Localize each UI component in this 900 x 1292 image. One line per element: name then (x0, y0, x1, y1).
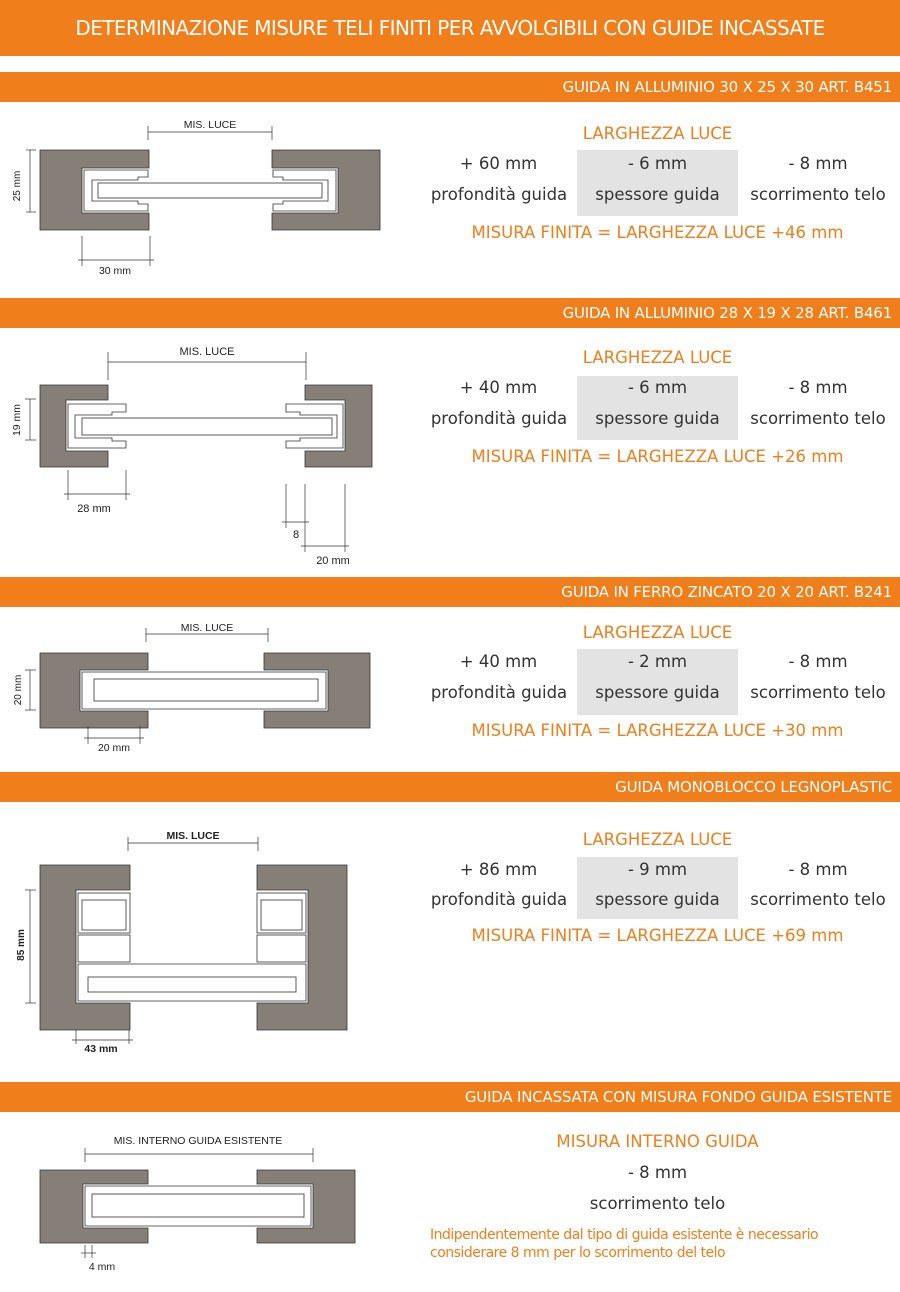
thickness-value: - 6 mm (627, 378, 688, 397)
dim-luce-label: MIS. LUCE (179, 346, 235, 358)
section-heading: MISURA INTERNO GUIDA (556, 1132, 759, 1151)
sliding-label: scorrimento telo (750, 185, 886, 204)
info-note: Indipendentemente dal tipo di guida esistente è necessario considerare 8 mm per lo scorrimento del telo (430, 1227, 819, 1261)
sliding-label: scorrimento telo (589, 1194, 726, 1213)
thickness-value: - 6 mm (627, 154, 688, 173)
section-heading: LARGHEZZA LUCE (582, 830, 733, 849)
dim-luce-label: MIS. LUCE (166, 830, 220, 842)
dim-depth-label: 43 mm (84, 1043, 118, 1055)
sliding-value: - 8 mm (627, 1163, 688, 1182)
dim-gap-label: 8 (292, 529, 300, 541)
section-heading: LARGHEZZA LUCE (582, 124, 733, 143)
dim-depth-label: 30 mm (98, 265, 132, 277)
dim-height-label: 19 mm (11, 403, 23, 437)
depth-value: + 60 mm (459, 154, 538, 173)
thickness-label: spessore guida (595, 683, 720, 702)
dim-height-label: 20 mm (13, 674, 24, 706)
thickness-label: spessore guida (595, 890, 720, 909)
dim-luce-label: MIS. LUCE (180, 622, 234, 634)
depth-value: + 86 mm (459, 860, 538, 879)
sliding-label: scorrimento telo (750, 409, 886, 428)
sliding-value: - 8 mm (788, 652, 848, 671)
dim-height-label: 85 mm (16, 929, 27, 961)
thickness-label: spessore guida (595, 185, 720, 204)
thickness-value: - 9 mm (627, 860, 688, 879)
section-heading: LARGHEZZA LUCE (582, 348, 733, 367)
depth-label: profondità guida (430, 409, 568, 428)
result-formula: MISURA FINITA = LARGHEZZA LUCE +30 mm (471, 721, 844, 740)
section-bar-b241: GUIDA IN FERRO ZINCATO 20 X 20 ART. B241 (0, 577, 900, 607)
dim-gap-label: 4 mm (88, 1261, 116, 1273)
dim-height-label: 25 mm (12, 170, 23, 202)
diagram-existing-guide (0, 0, 420, 1290)
dim-luce-label: MIS. INTERNO GUIDA ESISTENTE (113, 1135, 283, 1147)
section-heading: LARGHEZZA LUCE (582, 623, 733, 642)
thickness-label: spessore guida (595, 409, 720, 428)
sliding-label: scorrimento telo (750, 683, 886, 702)
depth-value: + 40 mm (459, 652, 538, 671)
result-formula: MISURA FINITA = LARGHEZZA LUCE +26 mm (471, 447, 844, 466)
sliding-value: - 8 mm (788, 378, 848, 397)
dim-luce-label: MIS. LUCE (183, 119, 237, 131)
depth-value: + 40 mm (459, 378, 538, 397)
dim-depth-label: 20 mm (97, 742, 131, 754)
sliding-value: - 8 mm (788, 860, 848, 879)
depth-label: profondità guida (430, 890, 568, 909)
section-bar-b461: GUIDA IN ALLUMINIO 28 X 19 X 28 ART. B461 (0, 298, 900, 328)
dim-depth-label: 28 mm (77, 503, 111, 515)
section-bar-existing-guide: GUIDA INCASSATA CON MISURA FONDO GUIDA ESISTENTE (0, 1082, 900, 1112)
sliding-value: - 8 mm (788, 154, 848, 173)
sliding-label: scorrimento telo (750, 890, 886, 909)
section-bar-legnoplastic: GUIDA MONOBLOCCO LEGNOPLASTIC (0, 772, 900, 802)
result-formula: MISURA FINITA = LARGHEZZA LUCE +69 mm (471, 926, 844, 945)
section-bar-b451: GUIDA IN ALLUMINIO 30 X 25 X 30 ART. B451 (0, 72, 900, 102)
shutter-slat (92, 1194, 304, 1217)
page-title: DETERMINAZIONE MISURE TELI FINITI PER AVVOLGIBILI CON GUIDE INCASSATE (0, 0, 900, 56)
depth-label: profondità guida (430, 683, 568, 702)
result-formula: MISURA FINITA = LARGHEZZA LUCE +46 mm (471, 223, 844, 242)
depth-label: profondità guida (430, 185, 568, 204)
thickness-value: - 2 mm (627, 652, 688, 671)
dim-inner-label: 20 mm (316, 555, 350, 567)
